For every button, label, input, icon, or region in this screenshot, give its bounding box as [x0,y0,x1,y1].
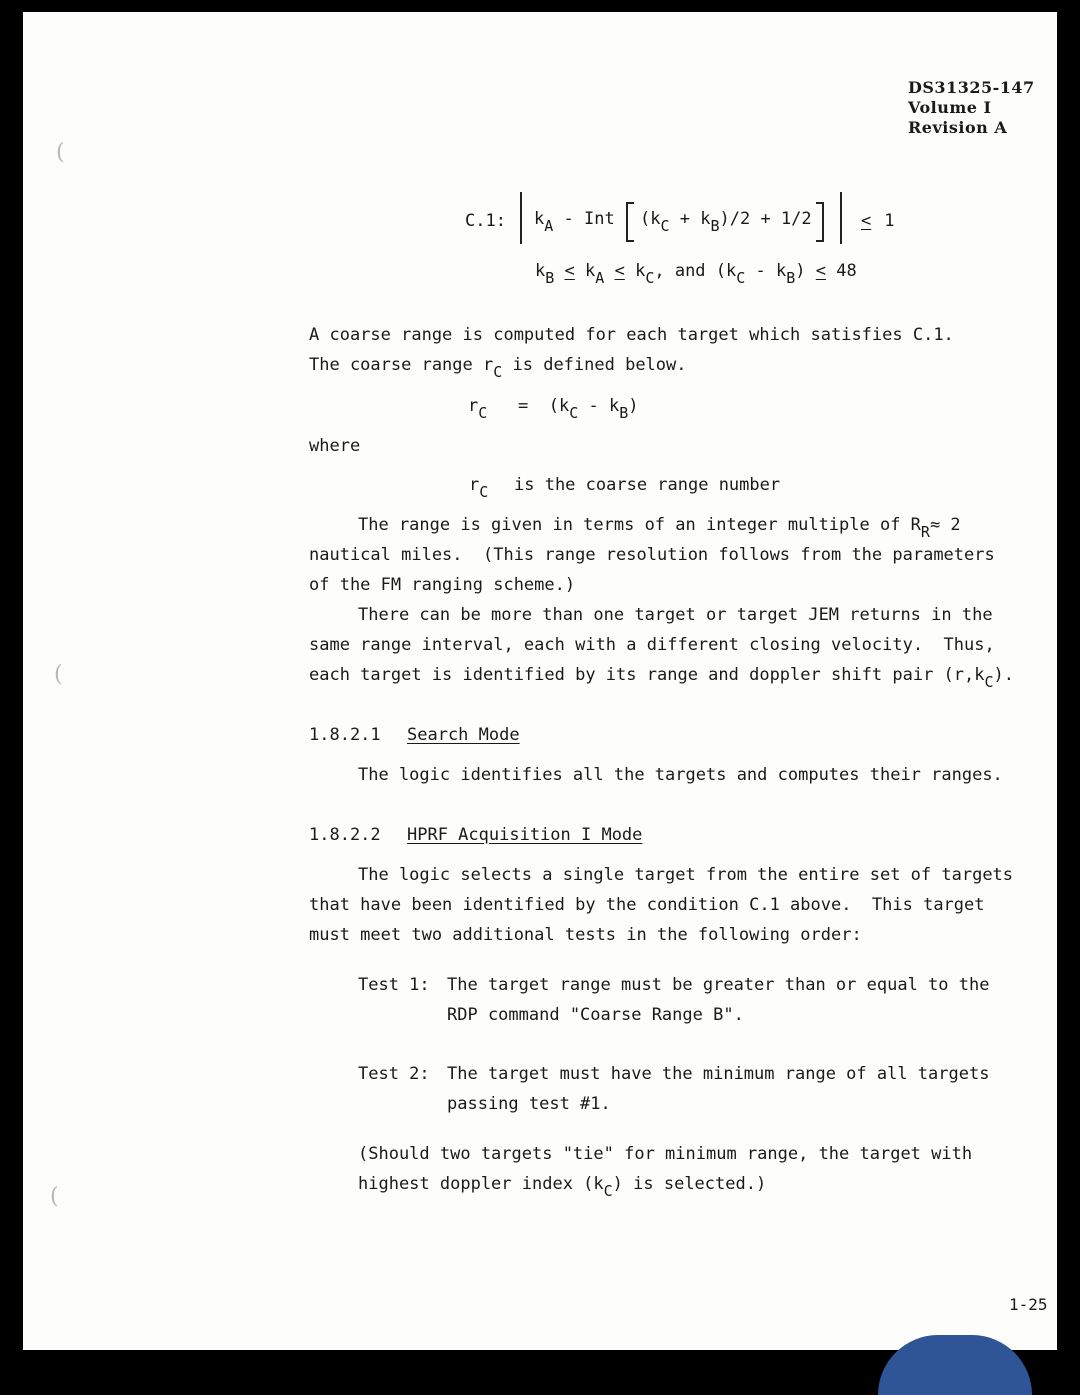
paragraph-targets-line-2: same range interval, each with a different closing velocity. Thus, [309,635,995,655]
equation-le-1: < [861,211,872,231]
equation-line-1-inner: (kC + kB)/2 + 1/2 [640,209,812,235]
scan-margin-mark: ( [50,1184,59,1209]
document-page [23,12,1057,1350]
page-number: 1-25 [1009,1295,1048,1314]
paragraph-targets-line-3: each target is identified by its range and doppler shift pair (r,kC). [309,665,1015,691]
test-1-line-1: The target range must be greater than or equal to the [447,975,990,995]
section-title: Search Mode [407,725,520,745]
equation-rhs-1: 1 [874,211,895,231]
document-revision: Revision A [908,118,1008,137]
bracket-left [626,202,634,242]
test-1-line-2: RDP command "Coarse Range B". [447,1005,744,1025]
abs-bar-right [840,192,842,244]
abs-bar-left [520,192,522,244]
equation-line-1: kA - Int [534,209,625,235]
bracket-right [816,202,824,242]
note-line-1: (Should two targets "tie" for minimum range, the target with [358,1144,973,1164]
section-body-line-3: must meet two additional tests in the following order: [309,925,862,945]
test-2-line-2: passing test #1. [447,1094,611,1114]
section-title: HPRF Acquisition I Mode [407,825,643,845]
rc-definition-text: is the coarse range number [514,475,781,495]
test-2-line-1: The target must have the minimum range of all targets [447,1064,990,1084]
equation-rc: rC = (kC - kB) [468,396,639,422]
section-number: 1.8.2.1 [309,725,381,745]
paragraph-coarse-range-line-2: The coarse range rC is defined below. [309,355,687,381]
document-id: DS31325-147 [908,78,1035,97]
paragraph-targets-line-1: There can be more than one target or target JEM returns in the [358,605,993,625]
section-number: 1.8.2.2 [309,825,381,845]
section-body-line-2: that have been identified by the condition C.1 above. This target [309,895,985,915]
scan-margin-mark: ( [56,140,65,165]
scan-margin-mark: ( [54,662,63,687]
where-label: where [309,436,361,456]
document-volume: Volume I [908,98,992,117]
rc-definition-symbol: rC [469,475,489,501]
section-body-line-1: The logic selects a single target from the entire set of targets [358,865,1014,885]
section-body: The logic identifies all the targets and computes their ranges. [358,765,1003,785]
note-line-2: highest doppler index (kC) is selected.) [358,1174,767,1200]
paragraph-range-line-2: nautical miles. (This range resolution follows from the parameters [309,545,995,565]
equation-label: C.1: [465,211,506,231]
paragraph-coarse-range-line-1: A coarse range is computed for each target which satisfies C.1. [309,325,954,345]
equation-line-2: kB < kA < kC, and (kC - kB) < 48 [535,261,857,287]
paragraph-range-line-1: The range is given in terms of an integer multiple of RR≈ 2 [358,515,961,541]
paragraph-range-line-3: of the FM ranging scheme.) [309,575,576,595]
test-2-label: Test 2: [358,1064,430,1084]
test-1-label: Test 1: [358,975,430,995]
